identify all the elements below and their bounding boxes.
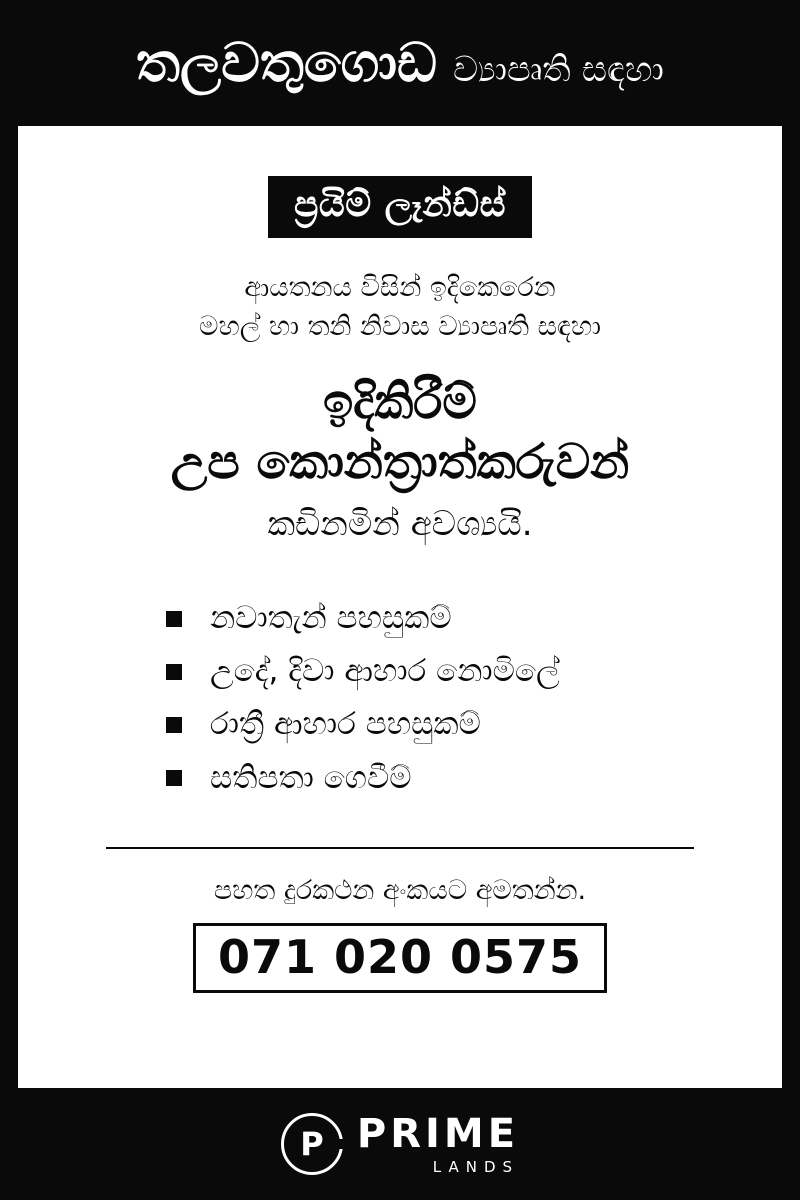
intro-text: [199, 268, 601, 346]
phone-number[interactable]: 071 020 0575: [217, 929, 583, 984]
benefit-label: නවාතැන් පහසුකම්: [210, 600, 452, 637]
phone-number-box[interactable]: [193, 923, 607, 994]
logo-wordmark: [356, 1110, 520, 1176]
urgency-text: කඩිනමින් අවශ්‍යයි.: [267, 504, 533, 545]
poster-footer: [0, 1088, 800, 1200]
section-divider: [106, 847, 694, 849]
logo-secondary-text: LANDS: [432, 1157, 520, 1176]
header-title-line: [136, 31, 664, 94]
poster-body: [18, 126, 782, 1088]
contact-note: පහත දුරකථන අංකයට අමතන්න.: [213, 874, 587, 906]
square-bullet-icon: [166, 611, 182, 627]
square-bullet-icon: [166, 717, 182, 733]
benefits-list: [18, 600, 782, 813]
headline: [171, 372, 630, 492]
list-item: [166, 653, 782, 690]
logo-primary-text: PRIME: [356, 1110, 520, 1157]
intro-line-2: මහල් හා තනි නිවාස ව්‍යාපෘති සඳහා: [199, 310, 601, 342]
project-name: තලවතුගොඩ: [136, 31, 437, 94]
headline-line-2: උප කොන්ත්‍රාත්කරුවන්: [170, 434, 630, 491]
benefit-label: උදේ, දිවා ආහාර නොමිලේ: [210, 653, 560, 690]
intro-line-1: ආයතනය විසින් ඉදිකෙරෙන: [244, 271, 556, 303]
company-logo: [281, 1110, 520, 1176]
list-item: [166, 760, 782, 797]
headline-line-1: ඉදිකිරීම්: [323, 374, 477, 431]
project-subtitle: ව්‍යාපෘති සඳහා: [452, 50, 664, 90]
square-bullet-icon: [166, 664, 182, 680]
benefit-label: රාත්‍රී ආහාර පහසුකම්: [210, 706, 481, 743]
poster-header: [0, 0, 800, 126]
benefit-label: සතිපතා ගෙවීම්: [210, 759, 412, 796]
logo-ring-gap: [328, 1139, 344, 1149]
list-item: [166, 600, 782, 637]
square-bullet-icon: [166, 770, 182, 786]
prime-lands-circle-p-icon: [281, 1113, 343, 1175]
brand-badge: ප්‍රයිම් ලෑන්ඩ්ස්: [268, 176, 532, 238]
list-item: [166, 706, 782, 743]
